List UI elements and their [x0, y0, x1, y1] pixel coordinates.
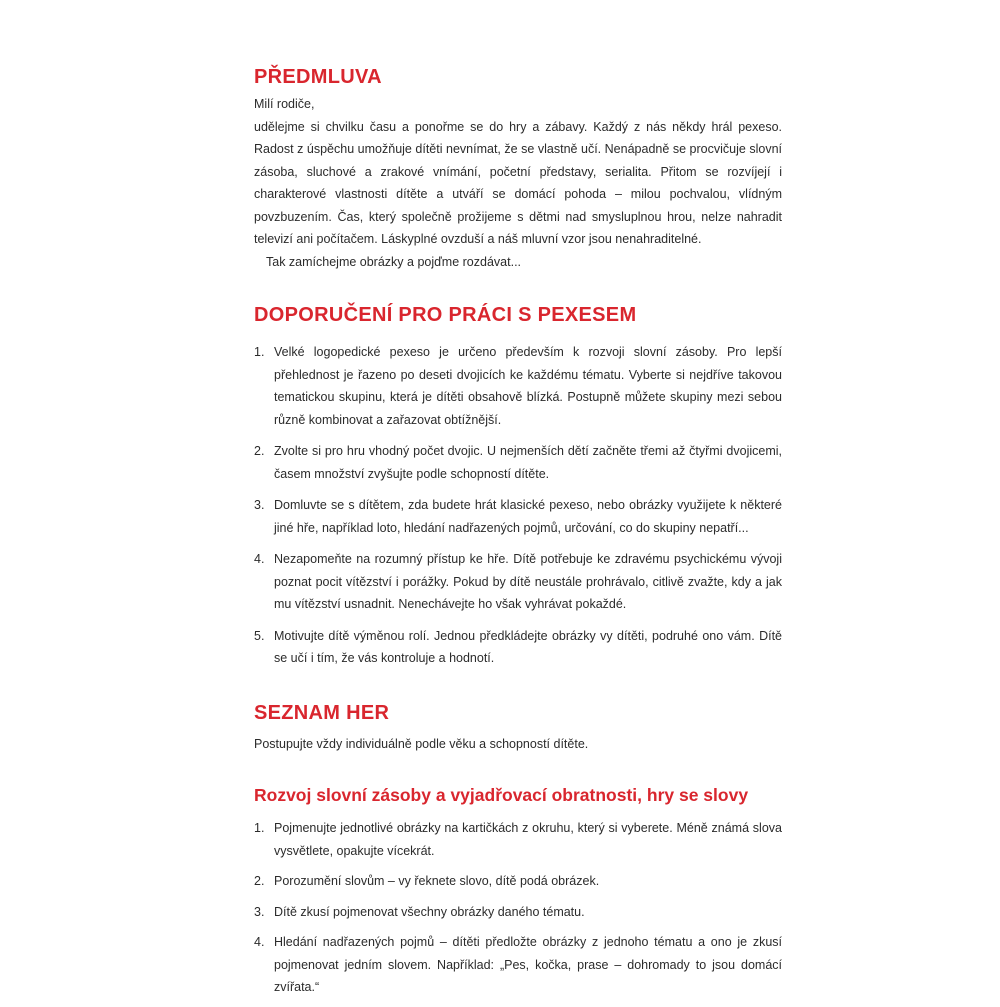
games-heading: SEZNAM HER — [254, 701, 390, 724]
list-item-number: 1. — [254, 821, 265, 835]
list-item — [254, 548, 782, 616]
foreword-closing: Tak zamíchejme obrázky a pojďme rozdávat... — [266, 254, 522, 269]
list-item-number: 2. — [254, 874, 265, 888]
foreword-body: udělejme si chvilku času a ponořme se do hry a zábavy. Každý z nás někdy hrál pexeso. Radost z úspěchu umožňuje dítěti nevnímat, že se vlastně učí. Nenápadně se procvičuje slovní zásoba, sluchové a zrakové vnímání, početní představy, serialita. Přitom se rozvíjejí i charakterové vlastnosti dítěte a utváří se domácí pohoda – milou pochvalou, vlídným povzbuzením. Čas, který společně prožijeme s dětmi nad smysluplnou hrou, nelze nahradit televizí ani počítačem. Láskyplné ovzduší a náš mluvní vzor jsou nenahraditelné. — [254, 119, 782, 246]
list-item-text: Dítě zkusí pojmenovat všechny obrázky daného tématu. — [274, 904, 585, 919]
list-item-number: 4. — [254, 552, 265, 566]
list-item-text: Porozumění slovům – vy řeknete slovo, dítě podá obrázek. — [274, 874, 600, 888]
foreword-greeting: Milí rodiče, — [254, 97, 315, 111]
list-item-number: 4. — [254, 935, 265, 949]
list-item-number: 3. — [254, 498, 265, 512]
vocabulary-list — [254, 817, 782, 999]
list-item — [254, 440, 782, 485]
list-item — [254, 817, 782, 862]
recommendations-list — [254, 341, 782, 670]
foreword-section — [254, 93, 782, 273]
list-item — [254, 625, 782, 670]
vocabulary-heading: Rozvoj slovní zásoby a vyjadřovací obratnosti, hry se slovy — [254, 785, 749, 805]
list-item-number: 5. — [254, 628, 265, 643]
list-item-text: Pojmenujte jednotlivé obrázky na kartičkách z okruhu, který si vyberete. Méně známá slova vysvětlete, opakujte vícekrát. — [274, 821, 782, 858]
list-item-text: Hledání nadřazených pojmů – dítěti předložte obrázky z jednoho tématu a ono je zkusí pojmenovat jedním slovem. Například: „Pes, kočka, prase – dohromady to jsou domácí zvířata.“ — [274, 935, 782, 994]
games-intro: Postupujte vždy individuálně podle věku a schopností dítěte. — [254, 736, 589, 751]
list-item-text: Zvolte si pro hru vhodný počet dvojic. U nejmenších dětí začněte třemi až čtyřmi dvojicemi, časem množství zvyšujte podle schopností dítěte. — [274, 444, 782, 481]
list-item — [254, 901, 782, 924]
list-item — [254, 870, 782, 893]
list-item-text: Domluvte se s dítětem, zda budete hrát klasické pexeso, nebo obrázky využijete k některé jiné hře, například loto, hledání nadřazených pojmů, určování, co do skupiny nepatří... — [274, 498, 782, 535]
list-item-number: 1. — [254, 345, 265, 359]
list-item-text: Nezapomeňte na rozumný přístup ke hře. Dítě potřebuje ke zdravému psychickému vývoji poznat pocit vítězství i porážky. Pokud by dítě neustále prohrávalo, citlivě zvažte, kdy a jak mu vítězství usnadnit. Nenechávejte ho však vyhrávat pokaždé. — [274, 552, 782, 611]
list-item-text: Velké logopedické pexeso je určeno především k rozvoji slovní zásoby. Pro lepší přehlednost je řazeno po deseti dvojicích ke každému tématu. Vyberte si nejdříve takovou tematickou skupinu, která je dítěti obsahově blízká. Postupně můžete skupiny mezi sebou různě kombinovat a zařazovat obtížnější. — [274, 345, 782, 427]
document-page — [254, 62, 782, 1007]
recommendations-heading: DOPORUČENÍ PRO PRÁCI S PEXESEM — [254, 304, 637, 326]
list-item — [254, 494, 782, 539]
list-item-text: Motivujte dítě výměnou rolí. Jednou předkládejte obrázky vy dítěti, podruhé ono vám. Dítě se učí i tím, že vás kontroluje a hodnotí. — [274, 628, 782, 665]
list-item — [254, 341, 782, 431]
list-item-number: 2. — [254, 444, 265, 458]
list-item-number: 3. — [254, 904, 265, 919]
foreword-heading: PŘEDMLUVA — [254, 66, 382, 88]
list-item — [254, 931, 782, 999]
